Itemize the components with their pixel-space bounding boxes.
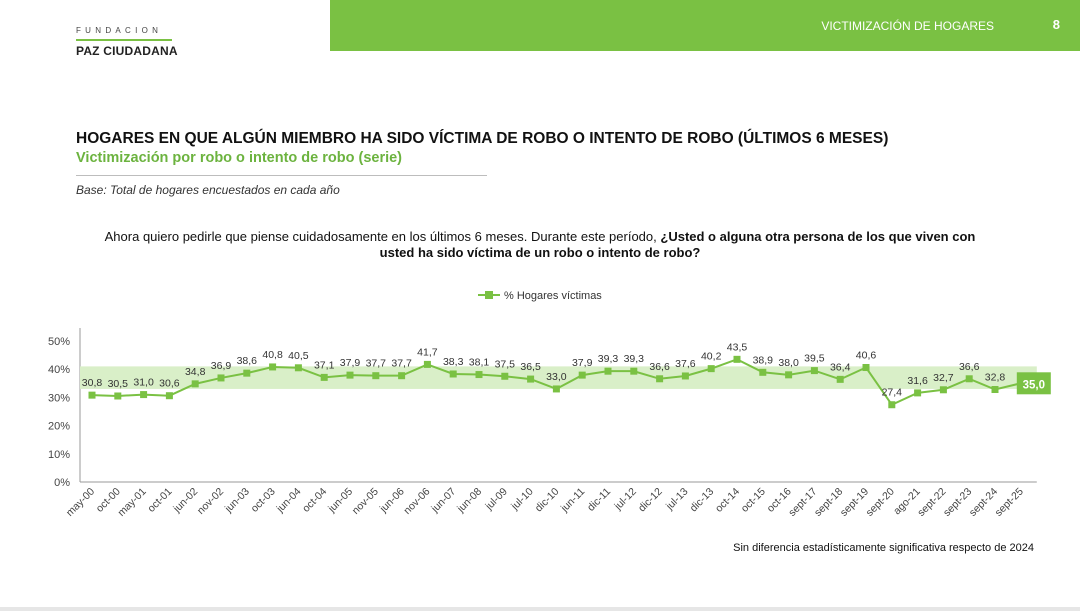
x-tick-label: oct-14 (712, 485, 743, 515)
data-label: 38,9 (752, 354, 774, 367)
x-tick-label: oct-15 (738, 485, 768, 515)
x-tick-label: nov-05 (349, 485, 381, 517)
y-tick-label: 10% (47, 448, 70, 461)
x-tick-label: jun-11 (558, 485, 588, 515)
data-label: 40,5 (288, 349, 309, 362)
data-label: 31,0 (133, 376, 154, 389)
data-point (940, 386, 947, 393)
x-tick-label: sept-24 (966, 485, 1001, 519)
data-label: 37,7 (391, 357, 412, 370)
data-point (708, 365, 715, 372)
data-label: 40,8 (262, 348, 283, 361)
data-label: 33,0 (546, 370, 567, 383)
data-label: 30,6 (159, 377, 180, 390)
data-label: 37,1 (313, 359, 335, 372)
x-tick-label: oct-04 (300, 485, 330, 515)
data-point (785, 371, 792, 378)
data-label: 31,6 (907, 374, 928, 387)
x-tick-label: nov-06 (401, 485, 433, 517)
data-label: 36,5 (520, 361, 541, 374)
data-point (424, 361, 431, 368)
data-label: 43,5 (726, 341, 748, 354)
data-point (527, 376, 534, 383)
data-point (605, 368, 612, 375)
divider (76, 175, 487, 176)
x-tick-label: oct-00 (93, 485, 123, 515)
x-tick-label: dic-10 (532, 485, 562, 515)
data-label: 36,6 (958, 360, 980, 373)
data-point (656, 375, 663, 382)
line-chart (0, 278, 1080, 540)
y-tick-label: 40% (47, 364, 70, 377)
data-label: 38,3 (442, 355, 464, 368)
data-point (321, 374, 328, 381)
page-number: 8 (1052, 17, 1060, 32)
data-point (450, 370, 457, 377)
x-tick-label: oct-01 (145, 485, 175, 515)
data-label: 30,8 (81, 377, 103, 390)
data-label: 36,4 (829, 361, 851, 374)
data-point (888, 401, 895, 408)
data-label: 35,0 (1022, 379, 1045, 392)
data-point (630, 368, 637, 375)
data-point (89, 392, 96, 399)
x-tick-label: jul-09 (483, 485, 510, 513)
section-title: VICTIMIZACIÓN DE HOGARES (821, 19, 994, 33)
x-tick-label: jun-04 (274, 485, 304, 515)
data-label: 40,2 (700, 350, 722, 363)
bottom-bar (0, 607, 1080, 611)
legend-marker (485, 291, 493, 299)
data-point (269, 363, 276, 370)
data-point (682, 372, 689, 379)
data-point (114, 392, 121, 399)
data-label: 38,6 (236, 355, 258, 368)
data-label: 39,5 (804, 352, 825, 365)
data-point (501, 373, 508, 380)
data-label: 37,7 (365, 357, 387, 370)
data-point (140, 391, 147, 398)
data-point (347, 372, 354, 379)
data-label: 37,9 (571, 357, 593, 370)
legend-label: % Hogares víctimas (504, 290, 602, 302)
question-bold: ¿Usted o alguna otra persona de los que viven con usted ha sido víctima de un robo o intento de robo? (379, 229, 976, 260)
data-point (295, 364, 302, 371)
x-tick-label: dic-12 (636, 485, 665, 515)
data-point (863, 364, 870, 371)
y-tick-label: 30% (47, 392, 70, 405)
y-tick-label: 0% (54, 477, 70, 489)
x-tick-label: jul-10 (509, 485, 536, 513)
base-note: Base: Total de hogares encuestados en cada año (76, 183, 340, 197)
data-label: 37,6 (675, 357, 696, 370)
x-tick-label: sept-23 (941, 485, 975, 519)
y-tick-label: 20% (47, 420, 70, 433)
data-label: 38,0 (778, 356, 799, 369)
x-tick-label: jul-12 (612, 485, 639, 513)
x-tick-label: sept-25 (992, 485, 1026, 519)
x-tick-label: oct-16 (764, 485, 794, 515)
data-point (914, 389, 921, 396)
x-tick-label: jun-05 (325, 485, 356, 515)
x-tick-label: jun-08 (454, 485, 485, 515)
x-tick-label: may-00 (63, 485, 98, 519)
data-point (218, 374, 225, 381)
x-tick-label: sept-22 (915, 485, 949, 519)
logo (76, 26, 178, 58)
data-point (734, 356, 741, 363)
data-label: 34,8 (184, 365, 206, 378)
x-tick-label: nov-02 (194, 485, 227, 517)
data-point (553, 385, 560, 392)
page-title: HOGARES EN QUE ALGÚN MIEMBRO HA SIDO VÍCTIMA DE ROBO O INTENTO DE ROBO (ÚLTIMOS 6 MESES) (76, 130, 889, 147)
x-tick-label: jun-03 (222, 485, 252, 515)
data-point (811, 367, 818, 374)
data-label: 40,6 (855, 349, 877, 362)
data-label: 32,7 (933, 371, 954, 384)
x-tick-label: dic-11 (584, 485, 614, 514)
x-tick-label: jun-02 (171, 485, 201, 515)
data-label: 41,7 (417, 346, 438, 359)
survey-question (90, 229, 990, 261)
data-point (192, 380, 199, 387)
data-point (243, 370, 250, 377)
data-label: 27,4 (881, 386, 903, 399)
logo-top-text: FUNDACION (76, 26, 163, 35)
data-label: 38,1 (468, 356, 490, 369)
data-point (992, 386, 999, 393)
x-tick-label: sept-20 (863, 485, 897, 519)
x-tick-label: jun-06 (377, 485, 407, 515)
data-label: 30,5 (107, 377, 129, 390)
footnote: Sin diferencia estadísticamente significativa respecto de 2024 (733, 542, 1034, 554)
data-label: 37,9 (339, 357, 361, 370)
data-label: 39,3 (597, 353, 619, 366)
data-label: 36,6 (649, 360, 670, 373)
x-tick-label: oct-03 (248, 485, 278, 515)
x-tick-label: sept-19 (837, 485, 872, 519)
data-point (166, 392, 173, 399)
page-subtitle: Victimización por robo o intento de robo (serie) (76, 150, 403, 166)
data-point (966, 375, 973, 382)
data-label: 39,3 (623, 353, 645, 366)
y-tick-label: 50% (47, 336, 70, 348)
x-tick-label: ago-21 (891, 485, 923, 518)
x-tick-label: sept-18 (812, 485, 846, 519)
logo-bar (76, 39, 172, 41)
x-tick-label: may-01 (115, 485, 149, 519)
data-point (398, 372, 405, 379)
question-plain: Ahora quiero pedirle que piense cuidadosamente en los últimos 6 meses. Durante este período, (104, 229, 657, 244)
x-tick-label: jun-07 (429, 485, 459, 515)
data-label: 37,5 (494, 358, 516, 371)
data-point (759, 369, 766, 376)
x-tick-label: sept-17 (786, 485, 820, 519)
data-label: 36,9 (210, 359, 232, 372)
data-point (579, 372, 586, 379)
header-band (330, 0, 1080, 51)
x-tick-label: dic-13 (687, 485, 717, 515)
data-point (372, 372, 379, 379)
data-point (476, 371, 483, 378)
logo-main-text: PAZ CIUDADANA (76, 44, 178, 58)
data-label: 32,8 (984, 371, 1006, 384)
data-point (837, 376, 844, 383)
x-tick-label: jul-13 (663, 485, 691, 513)
